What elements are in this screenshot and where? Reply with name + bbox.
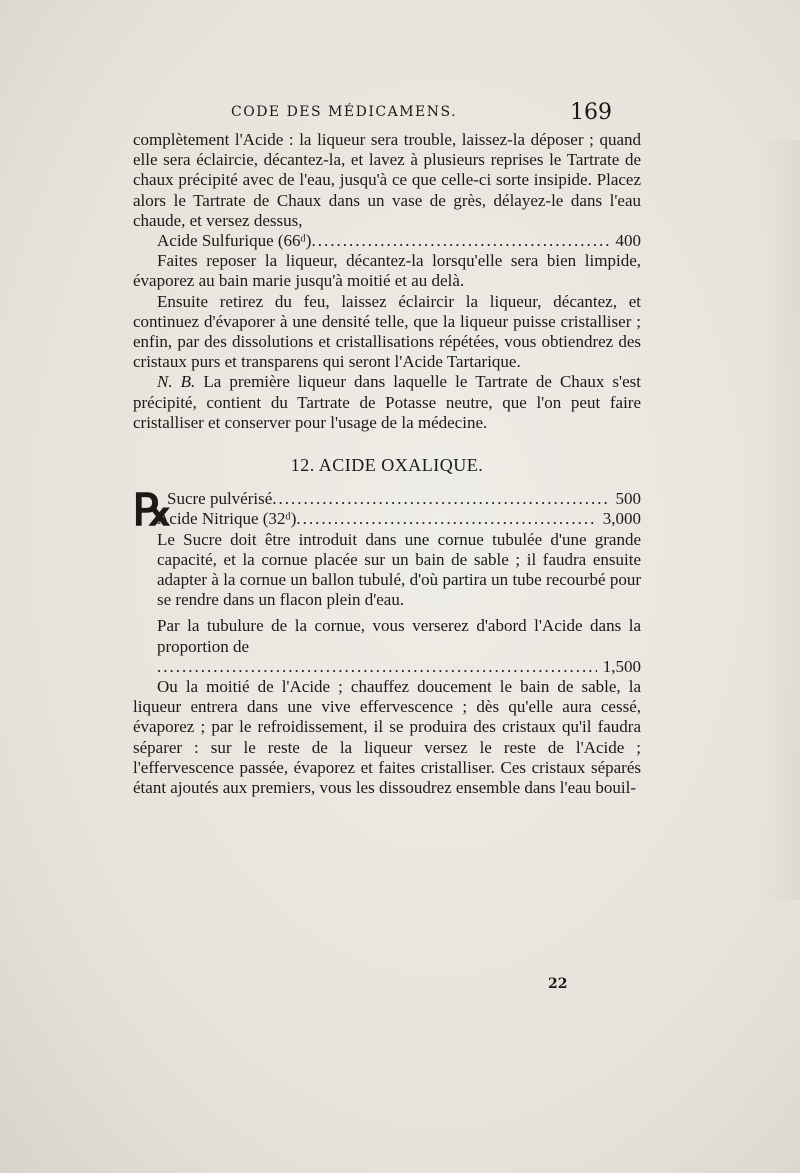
paragraph-6: Ou la moitié de l'Acide ; chauffez doucement le bain de sable, la liqueur entrera dans une vive effervescence ; dès qu'elle aura cessé, évaporez ; par le refroidissement, il se produira des cristaux qu'il faudra séparer : sur le reste de la liqueur versez le reste de l'Acide ; l'effervescence passée, évaporez et faites cristalliser. Ces cristaux séparés étant ajoutés aux premiers, vous les dissoudrez ensemble dans l'eau bouil- <box>133 677 641 798</box>
paragraph-1: complètement l'Acide : la liqueur sera trouble, laissez-la déposer ; quand elle sera éclaircie, décantez-la, et lavez à plusieurs reprises le Tartrate de chaux précipité avec de l'eau, jusqu'à ce que celle-ci sorte insipide. Placez alors le Tartrate de Chaux dans un vase de grès, délayez-le dans l'eau chaude, et versez dessus, <box>133 130 641 230</box>
signature-mark: 22 <box>548 976 568 992</box>
running-title: CODE DES MÉDICAMENS. <box>231 104 458 120</box>
section-title: 12. ACIDE OXALIQUE. <box>290 455 484 476</box>
leader-dots <box>157 657 597 677</box>
paragraph-5 <box>133 616 641 656</box>
recipe-block <box>133 485 641 677</box>
leader-dots <box>272 489 609 509</box>
ingredient-line-proportion <box>133 657 641 677</box>
ingredient-label: Acide Sulfurique (66ᵈ) <box>157 231 312 251</box>
page-gutter-shadow <box>760 140 800 900</box>
leader-dots <box>296 509 596 529</box>
note-label: N. B. <box>157 372 196 392</box>
paragraph-4: Le Sucre doit être introduit dans une cornue tubulée d'une grande capacité, et la cornue placée sur un bain de sable ; il faudra ensuite adapter à la cornue un ballon tubulé, d'où partira un tube recourbé pour se rendre dans un flacon plein d'eau. <box>157 529 641 610</box>
ingredient-quantity: 400 <box>615 231 641 251</box>
ingredient-line-sugar <box>133 489 641 509</box>
page-number: 169 <box>570 100 612 125</box>
paragraph-2: Faites reposer la liqueur, décantez-la lorsqu'elle sera bien limpide, évaporez au bain marie jusqu'à moitié et au delà. <box>133 251 641 291</box>
ingredient-quantity: 1,500 <box>602 656 641 676</box>
note-paragraph <box>133 372 641 433</box>
ingredient-label: Sucre pulvérisé <box>167 489 273 509</box>
ingredient-label: Acide Nitrique (32ᵈ) <box>157 509 297 529</box>
recipe-symbol: ℞ <box>133 485 173 537</box>
note-text: La première liqueur dans laquelle le Tartrate de Chaux s'est précipité, contient du Tartrate de Potasse neutre, que l'on peut faire cristalliser et conserver pour l'usage de la médecine. <box>133 372 641 432</box>
paragraph-5-text: Par la tubulure de la cornue, vous verserez d'abord l'Acide dans la proportion de <box>157 616 641 656</box>
paragraph-3: Ensuite retirez du feu, laissez éclaircir la liqueur, décantez, et continuez d'évaporer à une densité telle, que la liqueur puisse cristalliser ; enfin, par des dissolutions et cristallisations répétées, vous obtiendrez des cristaux purs et transparens qui seront l'Acide Tartarique. <box>133 291 641 372</box>
ingredient-line-sulfuric-acid <box>133 231 641 251</box>
ingredient-quantity: 500 <box>615 489 641 509</box>
ingredient-line-nitric-acid <box>133 509 641 529</box>
ingredient-quantity: 3,000 <box>602 509 641 529</box>
page-body <box>133 130 641 798</box>
leader-dots <box>311 231 609 251</box>
